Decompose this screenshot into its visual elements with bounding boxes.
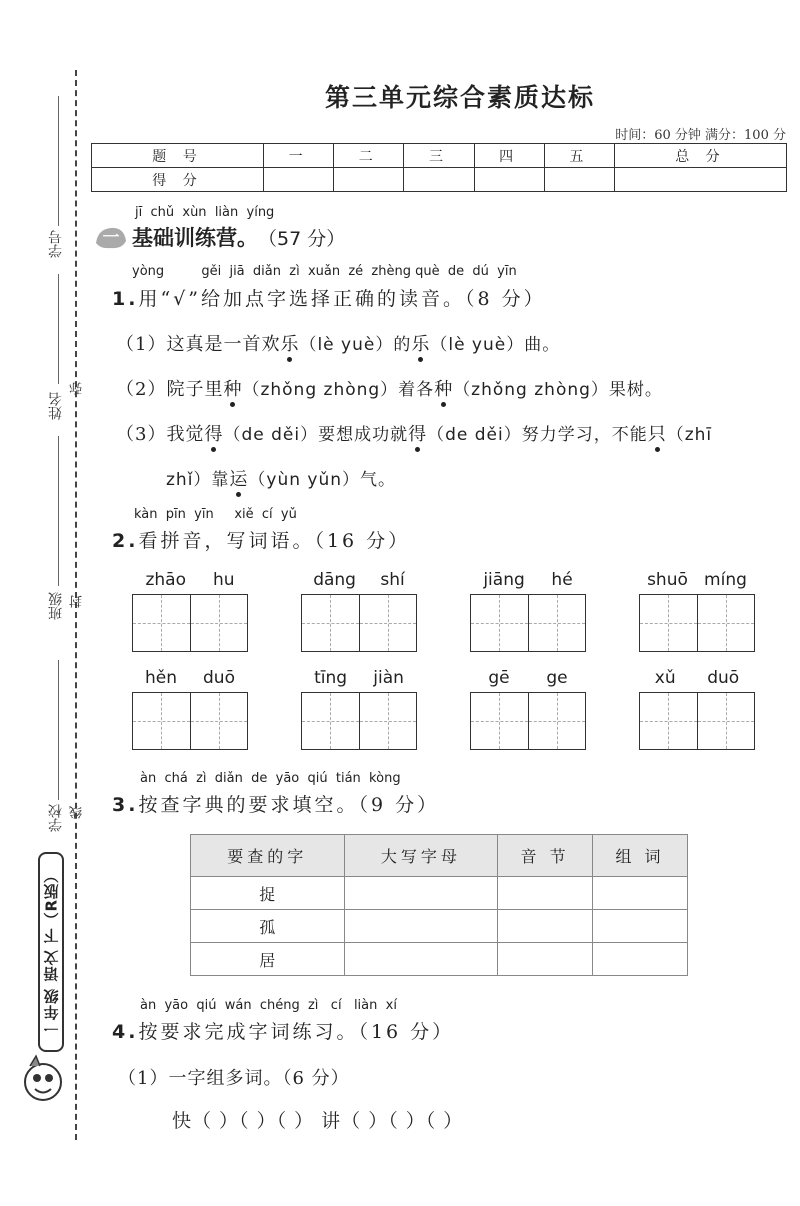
dotted-char: 种 <box>223 379 243 400</box>
answer-cell[interactable] <box>344 877 498 910</box>
writing-cell[interactable] <box>471 595 529 651</box>
word-grid <box>132 668 248 750</box>
score-cell[interactable] <box>334 168 404 192</box>
word-grid <box>639 570 755 652</box>
score-cell[interactable] <box>404 168 474 192</box>
word-pinyin: jiàn <box>373 668 404 688</box>
table-row <box>191 877 688 910</box>
score-table <box>91 143 787 192</box>
word-pinyin: ge <box>546 668 568 688</box>
dict-char: 居 <box>191 943 345 976</box>
dotted-char: 种 <box>434 379 454 400</box>
dict-char: 孤 <box>191 910 345 943</box>
word-pinyin: míng <box>704 570 747 590</box>
q1-item-2 <box>116 375 663 401</box>
score-header-cell: 四 <box>474 144 544 168</box>
score-cell[interactable] <box>614 168 786 192</box>
writing-cell[interactable] <box>360 693 417 749</box>
seal-mark-feng: 封 <box>70 595 85 608</box>
dict-char: 捉 <box>191 877 345 910</box>
score-table-score-row <box>92 168 787 192</box>
word-pinyin: dāng <box>313 570 356 590</box>
writing-cell[interactable] <box>360 595 417 651</box>
writing-cell[interactable] <box>698 693 755 749</box>
word-grid <box>470 570 586 652</box>
score-header-cell: 二 <box>334 144 404 168</box>
answer-cell[interactable] <box>593 910 688 943</box>
school-label: 学校 <box>48 804 64 832</box>
word-pinyin: hu <box>212 570 235 590</box>
student-id-line <box>58 96 59 226</box>
q1-choice[interactable]: （de děi）要想成功就 <box>223 425 409 445</box>
dict-header: 大写字母 <box>344 835 498 877</box>
dict-header: 音 节 <box>498 835 593 877</box>
section1-points: （57 分） <box>258 227 346 250</box>
q1-item-1 <box>116 330 560 356</box>
q1-pinyin: yòng gěi jiā diǎn zì xuǎn zé zhèng què de dú yīn <box>132 264 517 279</box>
q1-choice[interactable]: （lè yuè）曲。 <box>430 335 561 355</box>
q4-fill-line[interactable]: 快（ ）（ ）（ ） 讲（ ）（ ）（ ） <box>172 1110 464 1132</box>
section1-badge-text: 一 <box>102 228 120 248</box>
q3-heading <box>112 790 439 817</box>
answer-cell[interactable] <box>498 943 593 976</box>
score-row-label: 得 分 <box>92 168 264 192</box>
dotted-char: 乐 <box>280 334 300 355</box>
q1-choice[interactable]: （de děi）努力学习，不能 <box>427 425 648 445</box>
score-cell[interactable] <box>264 168 334 192</box>
score-header-cell: 总 分 <box>614 144 786 168</box>
q2-text: 看拼音，写词语。（16 分） <box>138 530 411 552</box>
writing-cell[interactable] <box>529 595 586 651</box>
score-cell[interactable] <box>474 168 544 192</box>
table-row <box>191 943 688 976</box>
word-grid <box>639 668 755 750</box>
word-pinyin: zhāo <box>145 570 186 590</box>
answer-cell[interactable] <box>593 943 688 976</box>
q3-number: 3. <box>112 794 139 816</box>
q3-pinyin: àn chá zì diǎn de yāo qiú tián kòng <box>140 771 401 786</box>
writing-cell[interactable] <box>191 693 248 749</box>
answer-cell[interactable] <box>344 910 498 943</box>
word-pinyin: hěn <box>145 668 178 688</box>
q1-heading <box>112 284 546 311</box>
word-grid <box>132 570 248 652</box>
dotted-char: 运 <box>229 469 249 490</box>
dotted-char: 得 <box>408 424 428 445</box>
q1-item-text: zhǐ）靠 <box>166 470 230 490</box>
dotted-char: 得 <box>204 424 224 445</box>
q1-choice[interactable]: （lè yuè）的 <box>299 335 412 355</box>
school-line <box>58 660 59 800</box>
class-line <box>58 436 59 586</box>
answer-cell[interactable] <box>498 877 593 910</box>
score-cell[interactable] <box>544 168 614 192</box>
writing-cell[interactable] <box>302 693 360 749</box>
dictionary-table <box>190 834 688 976</box>
writing-cell[interactable] <box>640 595 698 651</box>
writing-cell[interactable] <box>698 595 755 651</box>
writing-cell[interactable] <box>133 595 191 651</box>
score-header-cell: 五 <box>544 144 614 168</box>
table-row <box>191 910 688 943</box>
writing-cell[interactable] <box>640 693 698 749</box>
answer-cell[interactable] <box>344 943 498 976</box>
word-pinyin: shuō <box>647 570 688 590</box>
score-header-cell: 题 号 <box>92 144 264 168</box>
word-pinyin: shí <box>380 570 405 590</box>
q1-item-text: （2）院子里 <box>116 379 224 400</box>
word-grid <box>301 668 417 750</box>
section-badge-icon <box>94 223 128 251</box>
section1-title: 基础训练营。 <box>132 226 258 250</box>
word-pinyin: duō <box>707 668 740 688</box>
seal-mark-mi: 弥 <box>70 382 85 395</box>
q4-text: 按要求完成字词练习。（16 分） <box>138 1021 455 1043</box>
dict-header: 要查的字 <box>191 835 345 877</box>
q4-sub1: （1）一字组多词。（6 分） <box>118 1068 350 1089</box>
q1-choice[interactable]: （zhī <box>666 425 713 445</box>
student-id-label: 学号 <box>48 230 64 258</box>
q1-item-text: （3）我觉 <box>116 424 205 445</box>
q2-number: 2. <box>112 530 139 552</box>
q1-number: 1. <box>112 288 139 310</box>
section1-heading <box>94 222 345 252</box>
name-line <box>58 274 59 384</box>
q1-choice[interactable]: （zhǒng zhòng）果树。 <box>453 380 663 400</box>
q3-text: 按查字典的要求填空。（9 分） <box>138 794 440 816</box>
book-tag: 一年级 语文 下（R版） <box>38 852 64 1052</box>
word-pinyin: xǔ <box>654 668 676 688</box>
score-header-cell: 三 <box>404 144 474 168</box>
q4-pinyin: àn yāo qiú wán chéng zì cí liàn xí <box>140 998 397 1013</box>
score-header-cell: 一 <box>264 144 334 168</box>
dict-header: 组 词 <box>593 835 688 877</box>
q1-choice[interactable]: （yùn yǔn）气。 <box>248 470 397 490</box>
writing-cell[interactable] <box>471 693 529 749</box>
q4-number: 4. <box>112 1021 139 1043</box>
section1-pinyin: jī chǔ xùn liàn yíng <box>135 205 275 220</box>
q1-text: 用“√”给加点字选择正确的读音。（8 分） <box>138 288 546 310</box>
word-pinyin: hé <box>551 570 573 590</box>
writing-cell[interactable] <box>133 693 191 749</box>
word-pinyin: jiāng <box>483 570 525 590</box>
page-title: 第三单元综合素质达标 <box>324 83 595 112</box>
dotted-char: 乐 <box>411 334 431 355</box>
mascot-icon <box>20 1052 66 1108</box>
seal-mark-xian: 线 <box>70 806 85 819</box>
q2-heading <box>112 526 410 553</box>
writing-cell[interactable] <box>302 595 360 651</box>
score-table-header-row <box>92 144 787 168</box>
word-pinyin: gē <box>488 668 510 688</box>
name-label: 姓名 <box>48 392 64 420</box>
q1-item-3 <box>116 420 712 446</box>
answer-cell[interactable] <box>593 877 688 910</box>
q1-choice[interactable]: （zhǒng zhòng）着各 <box>242 380 435 400</box>
time-info: 时间：60 分钟 满分：100 分 <box>615 128 786 143</box>
q4-heading <box>112 1017 454 1044</box>
class-label: 班级 <box>48 592 64 620</box>
answer-cell[interactable] <box>498 910 593 943</box>
dotted-char: 只 <box>647 424 667 445</box>
word-pinyin: tīng <box>314 668 348 688</box>
word-grid <box>301 570 417 652</box>
word-grid <box>470 668 586 750</box>
q2-pinyin: kàn pīn yīn xiě cí yǔ <box>134 507 297 522</box>
writing-cell[interactable] <box>191 595 248 651</box>
q1-item-3-cont <box>166 465 396 491</box>
word-pinyin: duō <box>203 668 235 688</box>
writing-cell[interactable] <box>529 693 586 749</box>
q1-item-text: （1）这真是一首欢 <box>116 334 281 355</box>
